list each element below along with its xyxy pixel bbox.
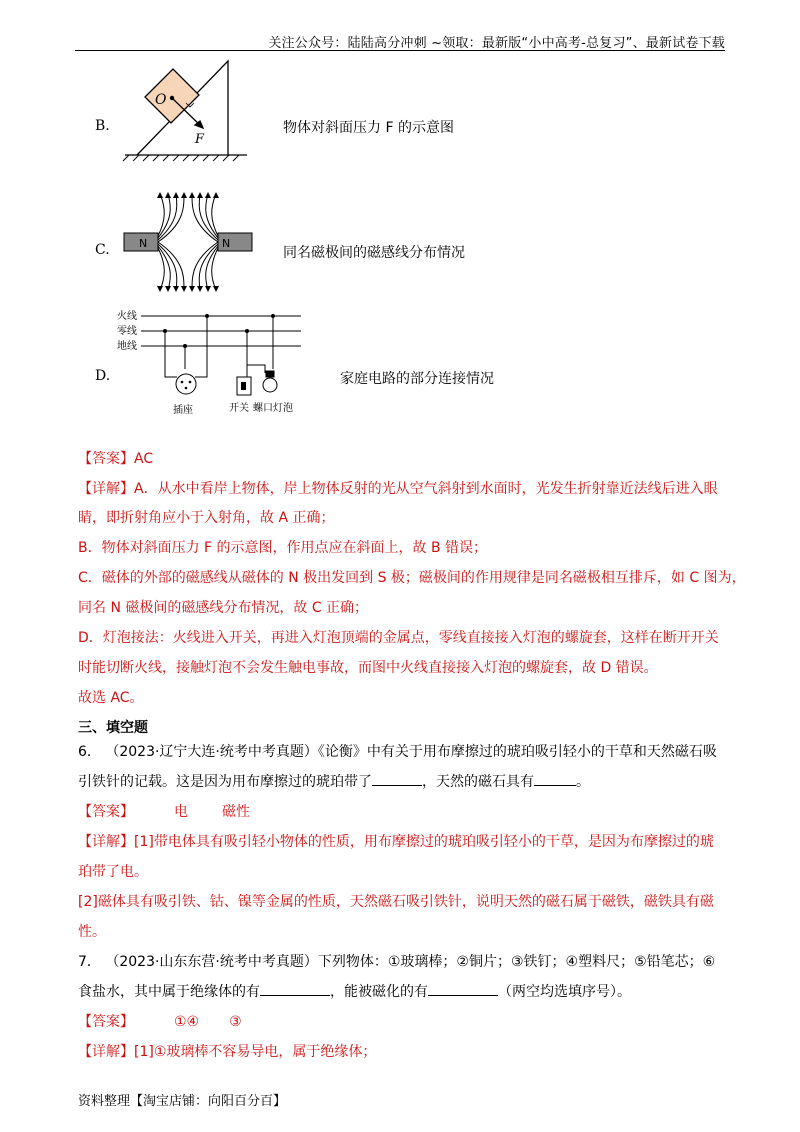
q6-detail-line-4: 性。 (78, 924, 106, 940)
circuit-diagram (115, 307, 315, 419)
label-fire-wire: 火线 (117, 311, 137, 322)
q5-answer-line (78, 448, 728, 470)
option-d-caption: 家庭电路的部分连接情况 (340, 371, 494, 387)
ground-hatch (123, 155, 239, 161)
q6-blank-2[interactable] (534, 771, 576, 786)
option-d-label: D. (95, 368, 111, 384)
lamp-bulb (263, 378, 277, 392)
detail-tag: 【详解】 (78, 1044, 134, 1060)
q7-answer-line (78, 1011, 728, 1033)
node-1 (163, 329, 167, 333)
node-2 (183, 344, 187, 348)
q5-detail-line-5: 同名 N 磁极间的磁感线分布情况，故 C 正确； (78, 600, 369, 616)
option-c-label: C. (95, 242, 110, 258)
point-o (170, 96, 174, 100)
q5-detail-line-4: C．磁体的外部的磁感线从磁体的 N 极出发回到 S 极；磁极间的作用规律是同名磁极相互排斥，如 C 图为， (78, 570, 746, 586)
q7-line-2: 食盐水，其中属于绝缘体的有 ，能被磁化的有 （两空均选填序号）。 (78, 981, 728, 1003)
answer-tag: 【答案】 (78, 804, 134, 820)
q6-answer-1: 电 (174, 804, 188, 820)
detail-tag: 【详解】 (78, 481, 134, 497)
incline-diagram (115, 55, 255, 165)
q5-detail-line-1: 【详解】A．从水中看岸上物体，岸上物体反射的光从空气斜射到水面时，光发生折射靠近法线后进入眼 (78, 481, 718, 497)
q5-detail-line-8: 故选 AC。 (78, 690, 144, 706)
field-lines (158, 194, 218, 290)
q5-detail-line-2: 睛，即折射角应小于入射角，故 A 正确； (78, 510, 335, 526)
q7-blank-1[interactable] (260, 981, 330, 996)
q6-blank-1[interactable] (372, 771, 422, 786)
switch-knob (241, 382, 246, 390)
socket-wire-zero (165, 331, 177, 377)
node-5 (271, 314, 275, 318)
q7-detail-line-1: 【详解】[1]①玻璃棒不容易导电，属于绝缘体； (78, 1044, 377, 1060)
node-4 (245, 329, 249, 333)
q5-detail-line-3: B．物体对斜面压力 F 的示意图，作用点应在斜面上，故 B 错误； (78, 540, 488, 556)
detail-tag: 【详解】 (78, 834, 134, 850)
lamp-base (266, 371, 274, 377)
label-o: O (155, 92, 167, 108)
q6-detail-line-1: 【详解】[1]带电体具有吸引轻小物体的性质，用布摩擦过的琥珀吸引轻小的干草，是因为布摩擦过的琥 (78, 834, 714, 850)
answer-tag: 【答案】 (78, 451, 134, 467)
label-switch: 开关 (229, 403, 249, 414)
answer-tag: 【答案】 (78, 1014, 134, 1030)
page-footer: 资料整理【淘宝店铺：向阳百分百】 (78, 1094, 287, 1109)
q6-answer-line (78, 801, 728, 823)
label-zero-wire: 零线 (117, 326, 137, 337)
q6-line-2: 引铁针的记载。这是因为用布摩擦过的琥珀带了 ，天然的磁石具有 。 (78, 771, 728, 793)
option-c-caption: 同名磁极间的磁感线分布情况 (283, 245, 465, 261)
q5-detail-line-7: 时能切断火线，接触灯泡不会发生触电事故，而图中火线直接接入灯泡的螺旋套，故 D 错误。 (78, 660, 658, 676)
q6-detail-line-3: [2]磁体具有吸引铁、钴、镍等金属的性质，天然磁石吸引铁针，说明天然的磁石属于磁铁，磁铁具有磁 (78, 894, 714, 910)
q6-line-1: 6． （2023·辽宁大连·统考中考真题）《论衡》中有关于用布摩擦过的琥珀吸引轻小的干草和天然磁石吸 (78, 744, 717, 760)
q7-answer-1: ①④ (174, 1014, 200, 1030)
left-magnet-n: N (139, 237, 148, 250)
socket (176, 374, 196, 394)
label-socket: 插座 (173, 405, 193, 416)
label-lamp: 螺口灯泡 (253, 403, 293, 414)
q7-line-1: 7． （2023·山东东营·统考中考真题）下列物体：①玻璃棒；②铜片；③铁钉；④塑料尺；⑤铅笔芯；⑥ (78, 954, 716, 970)
option-b-caption: 物体对斜面压力 F 的示意图 (283, 120, 454, 136)
q7-blank-2[interactable] (428, 981, 498, 996)
header-rule (75, 50, 725, 51)
right-magnet-n: N (222, 237, 231, 250)
node-3 (205, 314, 209, 318)
answer-value: AC (134, 451, 154, 467)
q7-answer-2: ③ (229, 1014, 242, 1030)
field-arrows (157, 192, 219, 292)
lamp-wire-switch (247, 365, 265, 373)
label-f: F (195, 132, 205, 147)
q6-answer-2: 磁性 (222, 804, 250, 820)
option-b-label: B. (95, 118, 110, 134)
q6-detail-line-2: 珀带了电。 (78, 864, 148, 880)
magnet-field-diagram (118, 190, 278, 295)
section-title: 三、填空题 (78, 720, 148, 736)
q5-detail-line-6: D．灯泡接法：火线进入开关，再进入灯泡顶端的金属点，零线直接接入灯泡的螺旋套，这样在断开开关 (78, 630, 719, 646)
label-ground-wire: 地线 (117, 341, 137, 352)
page-header: 关注公众号：陆陆高分冲刺 ~领取：最新版“小中高考-总复习”、最新试卷下载 (268, 36, 725, 51)
